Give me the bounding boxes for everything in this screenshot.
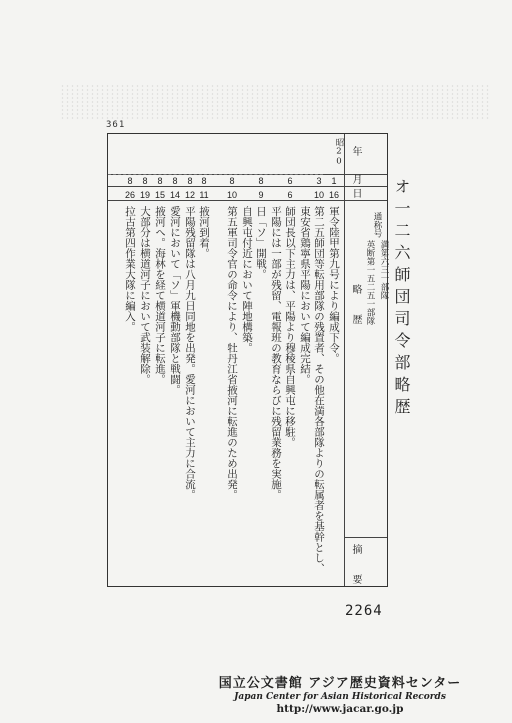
entry-text: 愛河において「ソ」軍機動部隊と戦闘。 (169, 206, 181, 395)
rule-after-month (108, 186, 387, 187)
entry-text: 自興屯付近において陣地構築。 (241, 206, 253, 353)
entry-month: 8 (157, 176, 163, 186)
entry-month: 3 (316, 176, 322, 186)
entry-text: 第五軍司令官の命令により、牡丹江省掖河に転進のため出発。 (226, 206, 238, 500)
header-month: 月 (350, 174, 361, 184)
entry-day: 10 (226, 190, 237, 200)
entry-text: 掖河へ。海林を経て横道河子に転進。 (154, 206, 166, 385)
entry-month: 8 (258, 176, 264, 186)
scan-noise (60, 84, 490, 120)
entry-text: 師団長以下主力は、平陽より穆稜県自興屯に移駐。 (284, 206, 296, 448)
entry-text: 大部分は横道河子において武装解除。 (139, 206, 151, 385)
entry-month: 8 (201, 176, 207, 186)
entry-text: 日「ソ」開戦。 (255, 206, 267, 280)
remarks-divider (344, 537, 387, 538)
entry-month: 8 (142, 176, 148, 186)
entry-day: 14 (169, 190, 180, 200)
entry-month: 8 (172, 176, 178, 186)
entry-day: 6 (287, 190, 293, 200)
era-label: 昭20 (334, 138, 344, 167)
dashed-rule (108, 174, 323, 175)
entry-month: 1 (331, 176, 337, 186)
document-id: 2264 (345, 603, 383, 619)
footer-japanese: 国立公文書館 アジア歴史資料センター (218, 676, 462, 691)
entry-month: 8 (229, 176, 235, 186)
page-number: 361 (106, 120, 126, 130)
entry-month: 6 (287, 176, 293, 186)
footer-url[interactable]: http://www.jacar.go.jp (276, 703, 404, 715)
history-table (107, 133, 388, 587)
entry-text: 平陽残留隊は八月九日同地を出発。愛河において主力に合流。 (184, 206, 196, 500)
entry-text: 平陽には一部が残留、電報班の教育ならびに残留業務を実施。 (270, 206, 282, 500)
entry-text: 第二五師団等転用部隊の残置者、その他在満各部隊よりの転属者を基幹とし、 (313, 206, 325, 574)
entry-text: 軍令陸甲第九号により編成下令。 (328, 206, 340, 364)
header-column-divider (344, 134, 345, 586)
header-year: 年 (350, 146, 361, 156)
entry-day: 11 (199, 190, 209, 200)
entry-day: 12 (184, 190, 195, 200)
rule-after-day (108, 200, 387, 201)
entry-month: 8 (127, 176, 133, 186)
designation-line1: 満第六三一部隊 (379, 240, 389, 300)
entry-day: 16 (328, 190, 339, 200)
footer-english: Japan Center for Asian Historical Records (234, 692, 446, 702)
entry-text: 拉古第四作業大隊に編入。 (124, 206, 136, 332)
designation-label: 通称号 (372, 212, 382, 238)
header-remarks: 摘 要 (350, 544, 361, 584)
designation-line2: 英断第一五二五一部隊 (365, 240, 375, 325)
entry-day: 10 (313, 190, 324, 200)
entry-day: 19 (139, 190, 150, 200)
entry-text: 掖河到着。 (198, 206, 210, 259)
document-title: オ一二六師団司令部略歴 (392, 178, 411, 420)
entry-day: 9 (258, 190, 264, 200)
header-history: 略 歴 (350, 284, 361, 324)
archive-footer (180, 672, 500, 715)
entry-month: 8 (187, 176, 193, 186)
header-day: 日 (350, 188, 361, 198)
entry-day: 15 (154, 190, 165, 200)
entry-day: 26 (124, 190, 135, 200)
entry-text: 東安省鶏寧県平陽において編成完結。 (299, 206, 311, 385)
